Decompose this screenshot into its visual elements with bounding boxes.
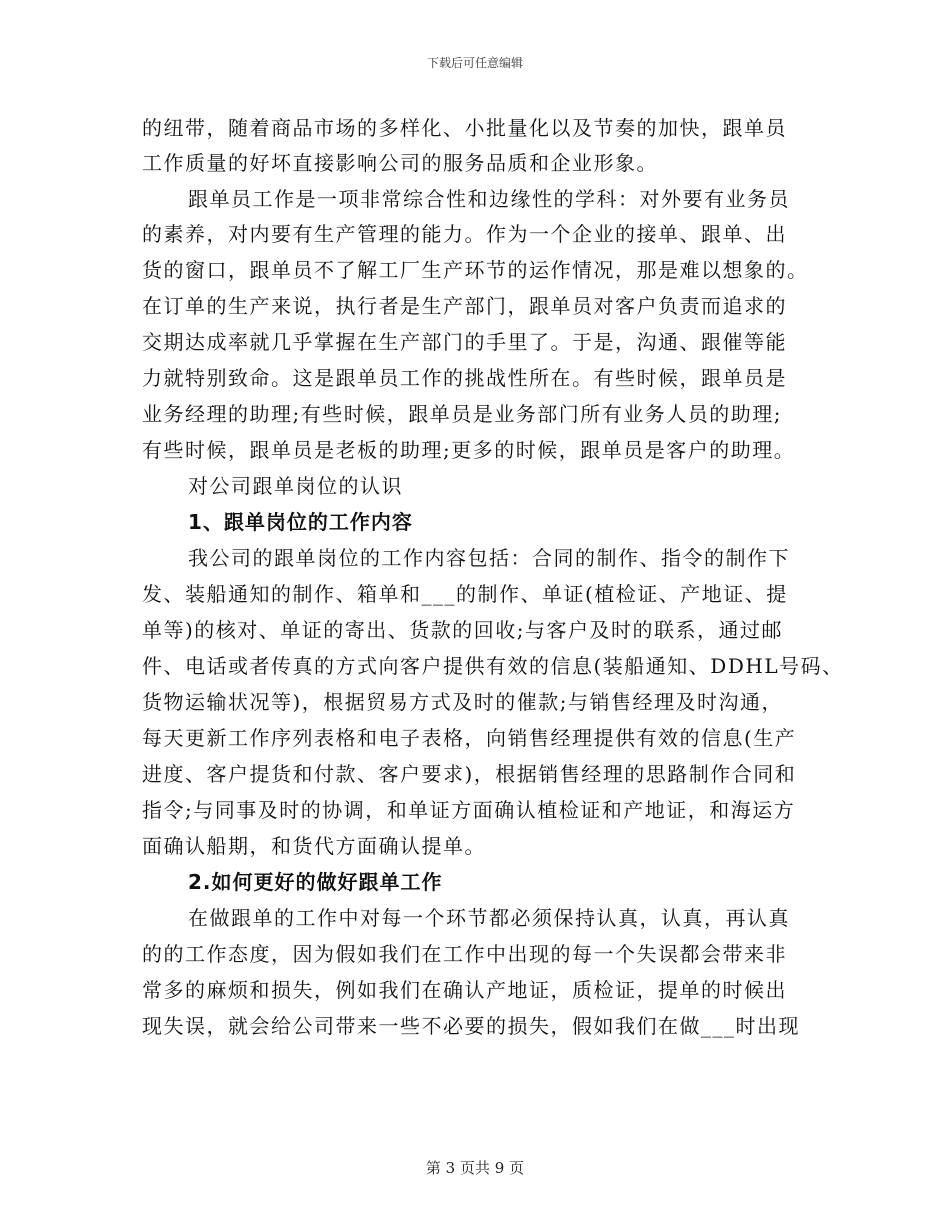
body-line: 的素养，对内要有生产管理的能力。作为一个企业的接单、跟单、出: [142, 222, 787, 246]
body-line: 我公司的跟单岗位的工作内容包括：合同的制作、指令的制作下: [188, 546, 790, 570]
body-line: 进度、客户提货和付款、客户要求)，根据销售经理的思路制作合同和: [142, 762, 797, 786]
section-heading-2: 2.如何更好的做好跟单工作: [188, 870, 443, 894]
page-footer: 第 3 页共 9 页: [425, 1159, 525, 1177]
body-line: 件、电话或者传真的方式向客户提供有效的信息(装船通知、DDHL号码、: [142, 654, 844, 678]
section-heading-1: 1、跟单岗位的工作内容: [188, 510, 413, 534]
body-line: 货的窗口，跟单员不了解工厂生产环节的运作情况，那是难以想象的。: [142, 258, 809, 282]
body-line: 工作质量的好坏直接影响公司的服务品质和企业形象。: [142, 151, 658, 175]
body-line: 力就特别致命。这是跟单员工作的挑战性所在。有些时候，跟单员是: [142, 366, 787, 390]
body-line: 的的工作态度，因为假如我们在工作中出现的每一个失误都会带来非: [142, 942, 787, 966]
body-line: 每天更新工作序列表格和电子表格，向销售经理提供有效的信息(生产: [142, 726, 797, 750]
body-line: 在做跟单的工作中对每一个环节都必须保持认真，认真，再认真: [188, 906, 790, 930]
body-line: 现失误，就会给公司带来一些不必要的损失，假如我们在做___时出现: [142, 1014, 800, 1038]
body-line: 常多的麻烦和损失，例如我们在确认产地证，质检证，提单的时候出: [142, 978, 787, 1002]
body-line: 在订单的生产来说，执行者是生产部门，跟单员对客户负责而追求的: [142, 294, 787, 318]
body-line: 发、装船通知的制作、箱单和___的制作、单证(植检证、产地证、提: [142, 582, 788, 606]
body-line: 交期达成率就几乎掌握在生产部门的手里了。于是，沟通、跟催等能: [142, 330, 787, 354]
body-line: 的纽带，随着商品市场的多样化、小批量化以及节奏的加快，跟单员: [142, 116, 787, 140]
body-line: 有些时候，跟单员是老板的助理;更多的时候，跟单员是客户的助理。: [142, 438, 796, 462]
body-line: 跟单员工作是一项非常综合性和边缘性的学科：对外要有业务员: [188, 187, 790, 211]
body-line: 业务经理的助理;有些时候，跟单员是业务部门所有业务人员的助理;: [142, 402, 782, 426]
page-header: 下载后可任意编辑: [426, 56, 523, 70]
body-line: 单等)的核对、单证的寄出、货款的回收;与客户及时的联系，通过邮: [142, 618, 784, 642]
body-line: 指令;与同事及时的协调，和单证方面确认植检证和产地证，和海运方: [142, 798, 796, 822]
section-intro: 对公司跟单岗位的认识: [188, 474, 403, 498]
body-line: 面确认船期，和货代方面确认提单。: [142, 834, 486, 858]
body-line: 货物运输状况等)，根据贸易方式及时的催款;与销售经理及时沟通，: [142, 690, 784, 714]
